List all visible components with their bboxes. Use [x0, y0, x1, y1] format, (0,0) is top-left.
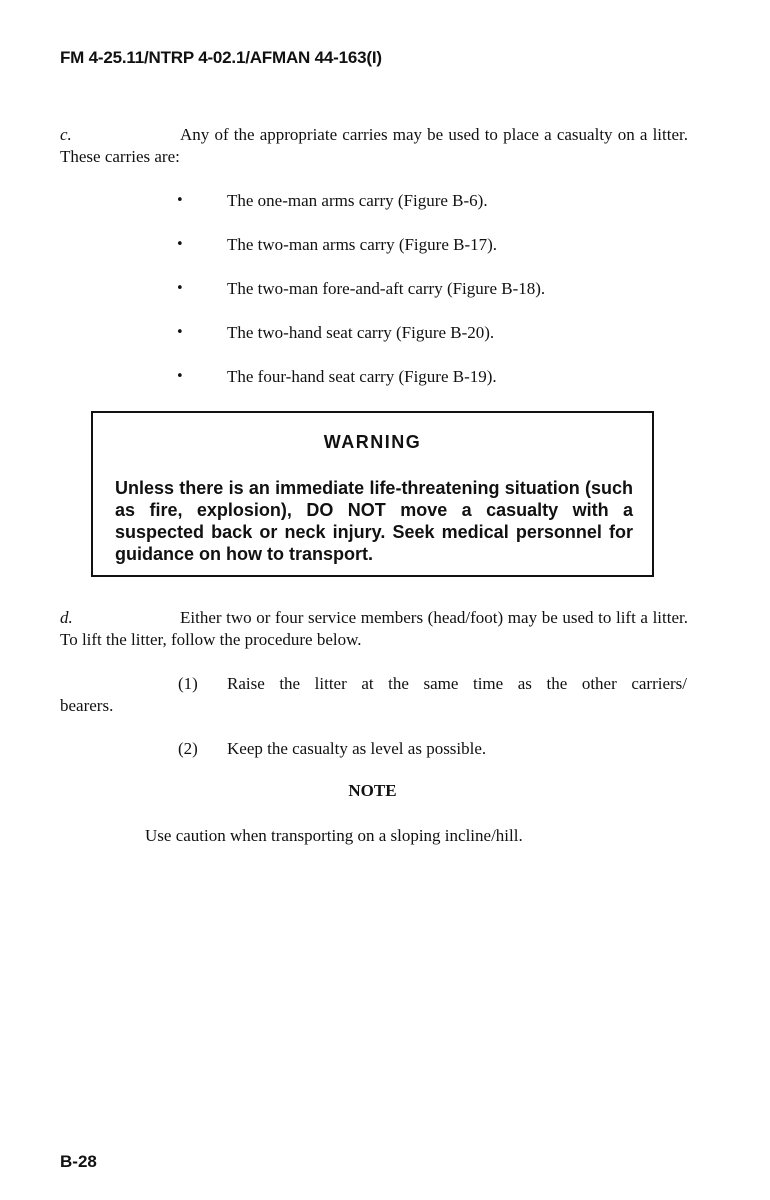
carry-text: The two-hand seat carry (Figure B-20).	[227, 323, 495, 342]
carry-text: The one-man arms carry (Figure B-6).	[227, 191, 488, 210]
paragraph-c-text: Any of the appropriate carries may be used to place a casualty on a litter. These carries are:	[60, 125, 688, 166]
note-body: Use caution when transporting on a sloping incline/hill.	[145, 826, 523, 845]
paragraph-c	[60, 124, 688, 168]
bullet: •	[176, 369, 184, 384]
bullet: •	[176, 281, 184, 296]
paragraph-c-letter-wrap	[60, 124, 180, 146]
carry-text: The four-hand seat carry (Figure B-19).	[227, 367, 497, 386]
list-item	[0, 278, 770, 300]
step-1-continuation: bearers.	[60, 696, 114, 715]
list-item	[0, 366, 770, 388]
step-1-number: (1)	[178, 674, 198, 693]
carry-text: The two-man arms carry (Figure B-17).	[227, 235, 498, 254]
document-header: FM 4-25.11/NTRP 4-02.1/AFMAN 44-163(I)	[60, 48, 382, 67]
list-item	[0, 322, 770, 344]
paragraph-c-letter: c.	[60, 125, 72, 144]
bullet: •	[176, 325, 184, 340]
warning-box	[91, 411, 654, 577]
bullet: •	[176, 237, 184, 252]
step-2-text: Keep the casualty as level as possible.	[227, 739, 487, 758]
bullet: •	[176, 193, 184, 208]
paragraph-d-text: Either two or four service members (head/foot) may be used to lift a litter. To lift the litter, follow the procedure below.	[60, 608, 688, 649]
page-number: B-28	[60, 1152, 97, 1171]
carry-text: The two-man fore-and-aft carry (Figure B-18).	[227, 279, 546, 298]
note-title: NOTE	[348, 781, 397, 800]
warning-title: WARNING	[323, 432, 422, 452]
paragraph-d-letter-wrap	[60, 607, 180, 629]
list-item	[0, 234, 770, 256]
step-1-text: Raise the litter at the same time as the other carriers/	[227, 674, 687, 693]
warning-body: Unless there is an immediate life-threatening situation (such as fire, explosion), DO NOT move a casualty with a suspected back or neck injury. Seek medical personnel for guidance on how to transport.	[115, 478, 633, 564]
step-2-number: (2)	[178, 739, 198, 758]
paragraph-d-letter: d.	[60, 608, 73, 627]
paragraph-d	[60, 607, 688, 651]
list-item	[0, 190, 770, 212]
